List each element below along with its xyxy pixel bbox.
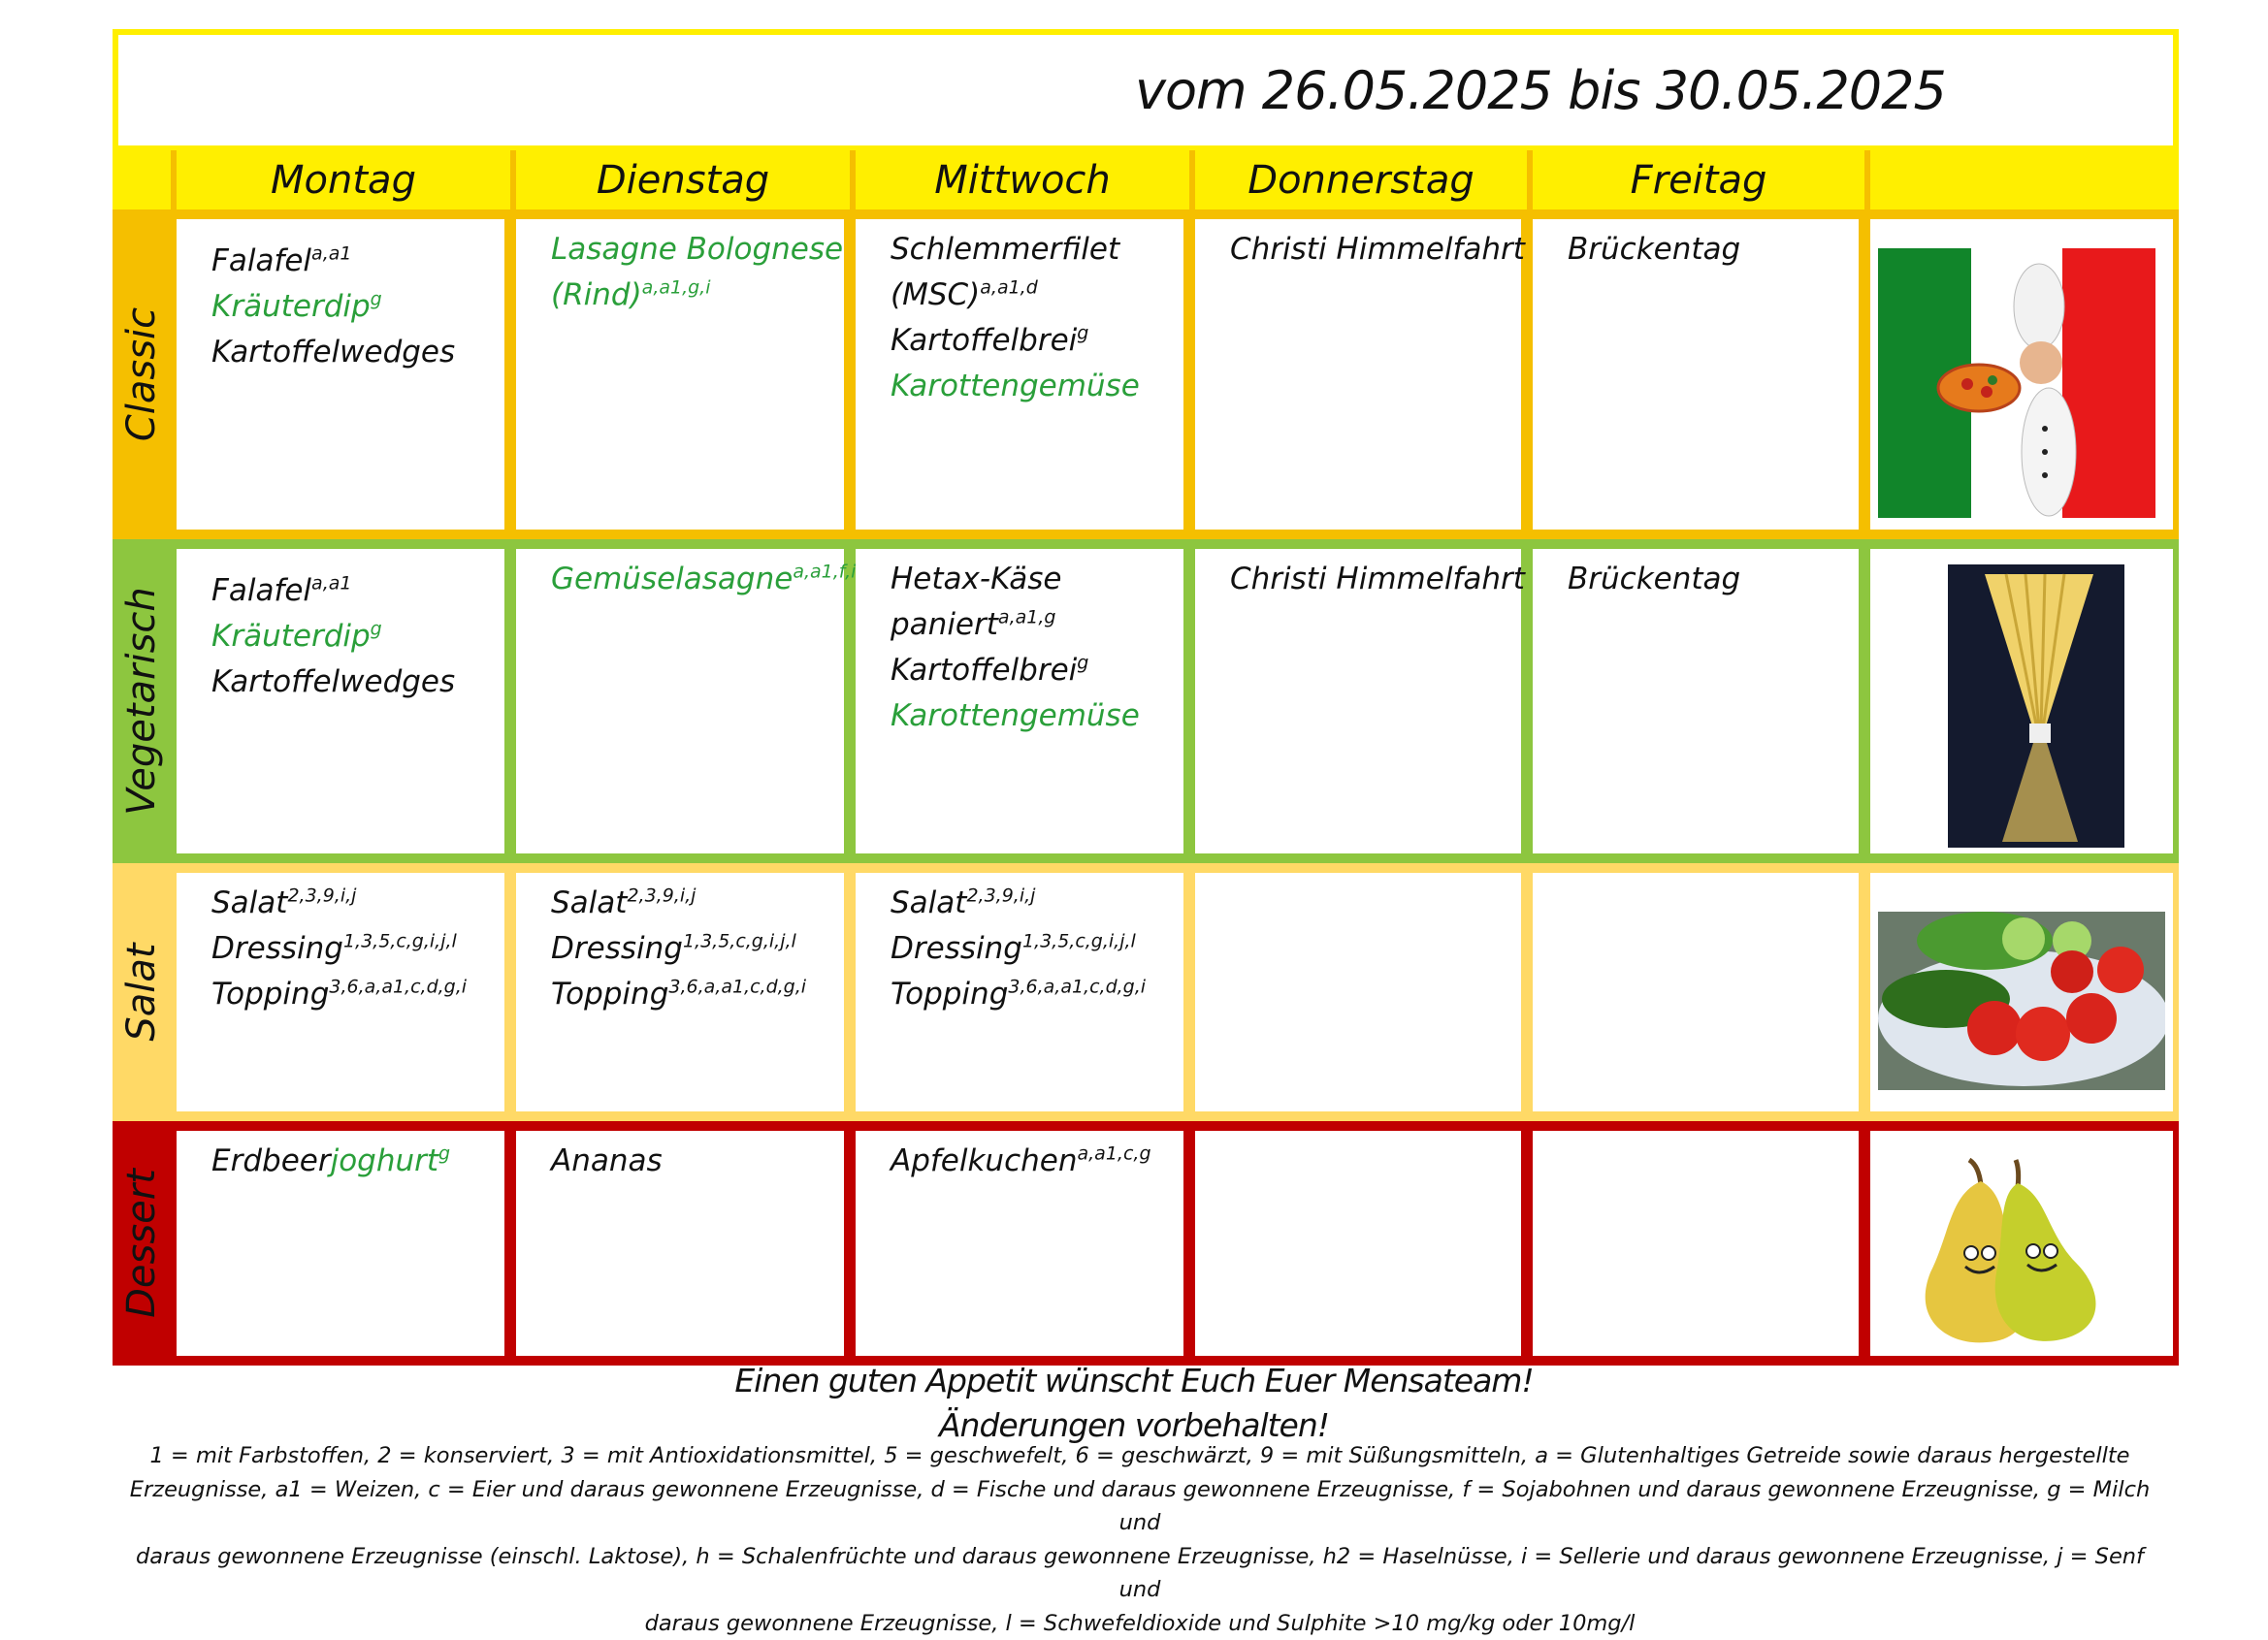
day-header-mittwoch: Mittwoch	[856, 150, 1189, 210]
menu-cell	[1533, 549, 1859, 853]
row-label-text: Salat	[119, 943, 164, 1041]
menu-item: Gemüselasagne$^{a,a1,f,i}$	[551, 557, 856, 601]
menu-item: Kräuterdip$^g$	[211, 614, 382, 659]
menu-cell	[1533, 873, 1859, 1111]
menu-item: Christi Himmelfahrt	[1230, 227, 1525, 272]
menu-item: Falafel$^{a,a1}$	[211, 568, 351, 613]
date-range: vom 26.05.2025 bis 30.05.2025	[1135, 60, 1946, 121]
menu-item: Kartoffelbrei$^g$	[891, 318, 1088, 363]
menu-cell	[516, 549, 844, 853]
menu-cell	[856, 219, 1183, 530]
menu-item: Erdbeerjoghurt$^g$	[211, 1139, 450, 1183]
menu-item: Brückentag	[1568, 557, 1740, 601]
menu-item: (Rind)$^{a,a1,g,i}$	[551, 273, 711, 317]
menu-item: Dressing$^{1,3,5,c,g,i,j,l}$	[211, 926, 457, 971]
menu-cell	[1533, 1131, 1859, 1356]
menu-item: Lasagne Bolognese	[551, 227, 843, 272]
day-separator	[1864, 150, 1870, 210]
day-header-freitag: Freitag	[1533, 150, 1864, 210]
menu-cell	[856, 549, 1183, 853]
menu-cell	[177, 873, 504, 1111]
menu-cell	[516, 873, 844, 1111]
menu-item: Kartoffelwedges	[211, 330, 455, 374]
menu-cell	[856, 873, 1183, 1111]
menu-item: Kartoffelwedges	[211, 659, 455, 704]
menu-item: Christi Himmelfahrt	[1230, 557, 1525, 601]
legend-line: Erzeugnisse, a1 = Weizen, c = Eier und daraus gewonnene Erzeugnisse, d = Fische und daraus gewonnene Erzeugnisse, f = Sojabohnen und daraus gewonnene Erzeugnisse, g = Milch und	[116, 1473, 2163, 1540]
menu-item: Karottengemüse	[891, 364, 1140, 408]
menu-cell	[1195, 1131, 1521, 1356]
menu-cell	[1195, 219, 1521, 530]
menu-item: Topping$^{3,6,a,a1,c,d,g,i}$	[211, 972, 467, 1016]
menu-item: paniert$^{a,a1,g}$	[891, 602, 1055, 647]
row-label-text: Classic	[119, 307, 164, 441]
menu-item: Topping$^{3,6,a,a1,c,d,g,i}$	[551, 972, 806, 1016]
spaghetti-image	[1948, 564, 2124, 848]
menu-item: Salat$^{2,3,9,i,j}$	[551, 881, 696, 925]
day-header-montag: Montag	[177, 150, 510, 210]
legend-line: 1 = mit Farbstoffen, 2 = konserviert, 3 = mit Antioxidationsmittel, 5 = geschwefelt, 6 = geschwärzt, 9 = mit Süßungsmitteln, a = Glutenhaltiges Getreide sowie daraus hergestellte	[116, 1439, 2163, 1473]
menu-item: Salat$^{2,3,9,i,j}$	[891, 881, 1035, 925]
menu-item: Topping$^{3,6,a,a1,c,d,g,i}$	[891, 972, 1146, 1016]
row-label-dessert	[113, 1121, 171, 1366]
row-label-vegetarisch	[113, 539, 171, 863]
pears-image	[1911, 1156, 2124, 1346]
menu-cell	[856, 1131, 1183, 1356]
row-label-text: Vegetarisch	[119, 587, 164, 816]
row-label-salat	[113, 863, 171, 1121]
allergen-legend	[116, 1439, 2163, 1640]
menu-cell	[1195, 549, 1521, 853]
salad-image	[1878, 912, 2165, 1090]
menu-item: Karottengemüse	[891, 693, 1140, 738]
day-header-donnerstag: Donnerstag	[1195, 150, 1527, 210]
menu-item: Dressing$^{1,3,5,c,g,i,j,l}$	[891, 926, 1136, 971]
greeting-text: Einen guten Appetit wünscht Euch Euer Mensateam!	[0, 1362, 2268, 1399]
menu-item: Ananas	[551, 1139, 663, 1183]
menu-item: Falafel$^{a,a1}$	[211, 239, 351, 283]
menu-item: Apfelkuchen$^{a,a1,c,g}$	[891, 1139, 1151, 1183]
legend-line: daraus gewonnene Erzeugnisse, l = Schwefeldioxide und Sulphite >10 mg/kg oder 10mg/l	[116, 1607, 2163, 1640]
menu-cell	[177, 219, 504, 530]
menu-item: Schlemmerfilet	[891, 227, 1119, 272]
menu-cell	[177, 549, 504, 853]
menu-cell	[516, 1131, 844, 1356]
menu-item: Dressing$^{1,3,5,c,g,i,j,l}$	[551, 926, 796, 971]
row-label-classic	[113, 209, 171, 539]
menu-cell	[1533, 219, 1859, 530]
menu-item: Kartoffelbrei$^g$	[891, 648, 1088, 692]
menu-item: Brückentag	[1568, 227, 1740, 272]
menu-cell	[516, 219, 844, 530]
disclaimer-text: Änderungen vorbehalten!	[0, 1406, 2268, 1444]
menu-item: Hetax-Käse	[891, 557, 1062, 601]
menu-cell	[177, 1131, 504, 1356]
menu-item: Salat$^{2,3,9,i,j}$	[211, 881, 356, 925]
menu-item: Kräuterdip$^g$	[211, 284, 382, 329]
italian-chef-pizza-image	[1878, 248, 2155, 518]
row-label-text: Dessert	[119, 1169, 164, 1318]
menu-item: (MSC)$^{a,a1,d}$	[891, 273, 1038, 317]
legend-line: daraus gewonnene Erzeugnisse (einschl. Laktose), h = Schalenfrüchte und daraus gewonnene Erzeugnisse, h2 = Haselnüsse, i = Sellerie und daraus gewonnene Erzeugnisse, j = Senf und	[116, 1540, 2163, 1607]
menu-cell	[1195, 873, 1521, 1111]
day-header-dienstag: Dienstag	[516, 150, 850, 210]
